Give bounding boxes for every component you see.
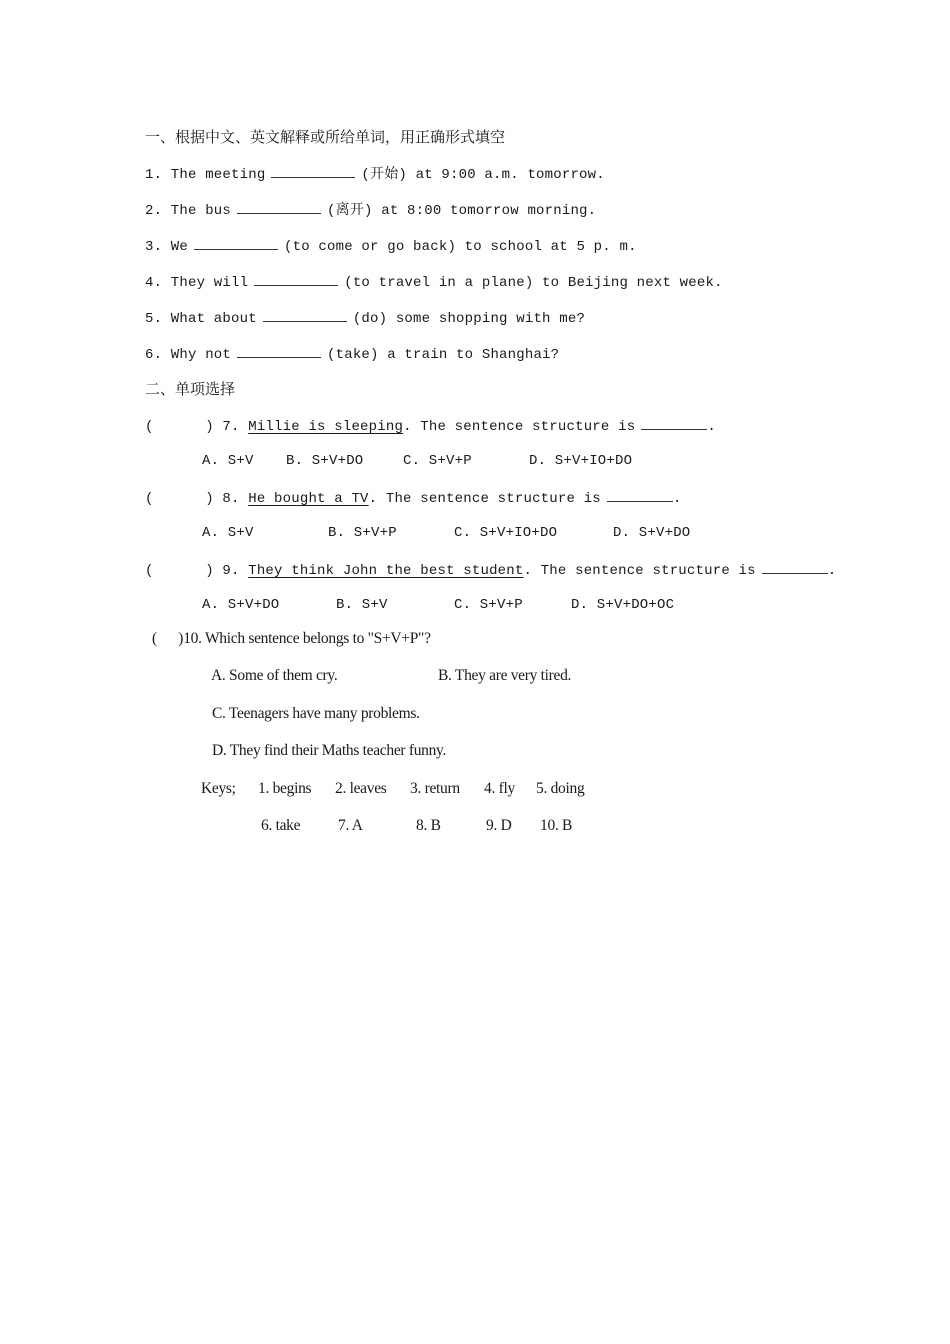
question-7-prompt: . The sentence structure is: [403, 419, 636, 435]
q8-option-d[interactable]: D. S+V+DO: [613, 525, 691, 541]
q10-option-d[interactable]: D. They find their Maths teacher funny.: [212, 742, 447, 759]
question-7: [145, 415, 716, 437]
fill-item-5-hint: (do) some shopping with me?: [352, 311, 586, 327]
question-7-number: 7.: [222, 419, 240, 435]
key-1: 1. begins: [258, 780, 312, 797]
fill-item-1-text: 1. The meeting: [145, 167, 266, 183]
question-8-sentence: He bought a TV: [248, 491, 369, 507]
question-8-prompt: . The sentence structure is: [368, 491, 601, 507]
q9-option-c[interactable]: C. S+V+P: [454, 597, 523, 613]
answer-paren-10[interactable]: ( ): [152, 630, 184, 647]
section1-heading: 一、根据中文、英文解释或所给单词，用正确形式填空: [145, 128, 506, 146]
question-9-sentence: They think John the best student: [248, 563, 524, 579]
key-3: 3. return: [410, 780, 460, 797]
fill-item-6: [145, 343, 559, 365]
q9-option-d[interactable]: D. S+V+DO+OC: [571, 597, 675, 613]
question-8-blank: [607, 487, 673, 502]
q7-option-b[interactable]: B. S+V+DO: [286, 453, 364, 469]
q8-option-a[interactable]: A. S+V: [202, 525, 254, 541]
q9-option-b[interactable]: B. S+V: [336, 597, 388, 613]
key-4: 4. fly: [484, 780, 515, 797]
fill-item-2: [145, 199, 596, 221]
q8-option-c[interactable]: C. S+V+IO+DO: [454, 525, 558, 541]
fill-item-5-text: 5. What about: [145, 311, 257, 327]
fill-blank-2[interactable]: [237, 199, 321, 214]
fill-item-3: [145, 235, 637, 257]
question-8: [145, 487, 682, 509]
key-2: 2. leaves: [335, 780, 387, 797]
question-9-prompt: . The sentence structure is: [523, 563, 756, 579]
question-7-end: .: [707, 419, 716, 435]
fill-blank-6[interactable]: [237, 343, 321, 358]
answer-paren-7[interactable]: ( ): [145, 419, 214, 435]
question-9-number: 9.: [222, 563, 240, 579]
question-10: [152, 629, 431, 649]
fill-blank-4[interactable]: [254, 271, 338, 286]
keys-label: Keys;: [201, 780, 236, 797]
fill-item-4-text: 4. They will: [145, 275, 249, 291]
fill-item-1: [145, 163, 605, 185]
answer-paren-8[interactable]: ( ): [145, 491, 214, 507]
q9-option-a[interactable]: A. S+V+DO: [202, 597, 280, 613]
key-10: 10. B: [540, 817, 573, 834]
q10-option-c[interactable]: C. Teenagers have many problems.: [212, 705, 420, 722]
fill-item-1-hint: (开始) at 9:00 a.m. tomorrow.: [361, 167, 605, 183]
fill-item-4: [145, 271, 723, 293]
question-8-number: 8.: [222, 491, 240, 507]
fill-item-3-text: 3. We: [145, 239, 189, 255]
fill-item-6-hint: (take) a train to Shanghai?: [327, 347, 560, 363]
q7-option-c[interactable]: C. S+V+P: [403, 453, 472, 469]
question-7-blank: [641, 415, 707, 430]
section2-heading: 二、单项选择: [145, 380, 236, 398]
question-9: [145, 559, 836, 581]
q10-option-b[interactable]: B. They are very tired.: [438, 667, 572, 684]
fill-item-2-text: 2. The bus: [145, 203, 232, 219]
answer-paren-9[interactable]: ( ): [145, 563, 214, 579]
key-7: 7. A: [338, 817, 363, 834]
q7-option-a[interactable]: A. S+V: [202, 453, 254, 469]
q7-option-d[interactable]: D. S+V+IO+DO: [529, 453, 633, 469]
key-8: 8. B: [416, 817, 441, 834]
q10-option-a[interactable]: A. Some of them cry.: [211, 667, 338, 684]
fill-blank-3[interactable]: [194, 235, 278, 250]
fill-item-2-hint: (离开) at 8:00 tomorrow morning.: [327, 203, 597, 219]
key-6: 6. take: [261, 817, 301, 834]
question-7-sentence: Millie is sleeping: [248, 419, 404, 435]
key-9: 9. D: [486, 817, 512, 834]
question-10-text: 10. Which sentence belongs to "S+V+P"?: [183, 630, 431, 647]
question-8-end: .: [672, 491, 682, 507]
question-9-blank: [762, 559, 828, 574]
fill-blank-5[interactable]: [263, 307, 347, 322]
q8-option-b[interactable]: B. S+V+P: [328, 525, 397, 541]
fill-item-5: [145, 307, 585, 329]
fill-item-6-text: 6. Why not: [145, 347, 232, 363]
fill-item-3-hint: (to come or go back) to school at 5 p. m.: [284, 239, 637, 255]
key-5: 5. doing: [536, 780, 585, 797]
fill-blank-1[interactable]: [271, 163, 355, 178]
fill-item-4-hint: (to travel in a plane) to Beijing next week.: [344, 275, 723, 291]
question-9-end: .: [827, 563, 837, 579]
